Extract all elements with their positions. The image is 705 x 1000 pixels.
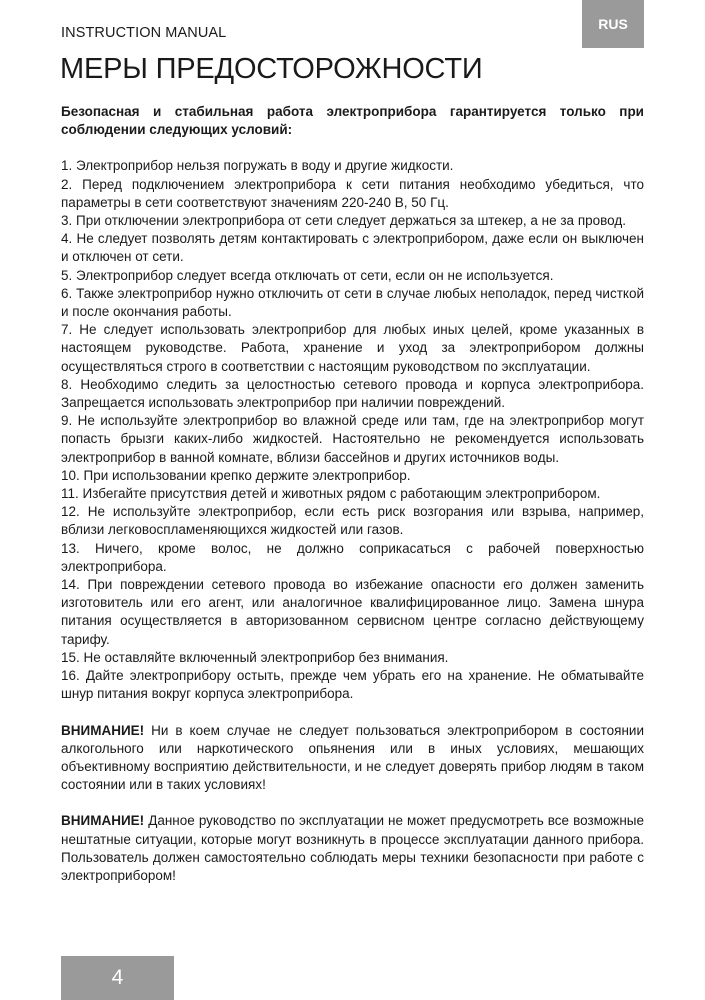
page-title: МЕРЫ ПРЕДОСТОРОЖНОСТИ <box>60 53 483 85</box>
list-item: 13. Ничего, кроме волос, не должно соприкасаться с рабочей поверхностью электроприбора. <box>61 540 644 574</box>
warning-paragraph-1 <box>61 722 644 795</box>
language-badge: RUS <box>582 0 644 48</box>
precautions-list <box>61 157 644 703</box>
warning-label: ВНИМАНИЕ! <box>61 722 145 738</box>
list-item: 7. Не следует использовать электроприбор для любых иных целей, кроме указанных в настоящем руководстве. Работа, хранение и уход за электроприбором должны осуществляться строго в соответствии с настоящим руководством по эксплуатации. <box>61 322 644 374</box>
page-number: 4 <box>61 956 174 1000</box>
list-item: 3. При отключении электроприбора от сети следует держаться за штекер, а не за провод. <box>61 213 627 229</box>
warning-label: ВНИМАНИЕ! <box>61 813 145 829</box>
list-item: 15. Не оставляйте включенный электроприбор без внимания. <box>61 649 449 665</box>
list-item: 1. Электроприбор нельзя погружать в воду и другие жидкости. <box>61 158 454 174</box>
manual-label: INSTRUCTION MANUAL <box>61 25 227 41</box>
list-item: 6. Также электроприбор нужно отключить от сети в случае любых неполадок, перед чисткой и после окончания работы. <box>61 285 644 320</box>
list-item: 5. Электроприбор следует всегда отключать от сети, если он не используется. <box>61 267 554 283</box>
list-item: 16. Дайте электроприбору остыть, прежде чем убрать его на хранение. Не обматывайте шнур питания вокруг корпуса электроприбора. <box>61 668 644 702</box>
list-item: 4. Не следует позволять детям контактировать с электроприбором, даже если он выключен и отключен от сети. <box>61 231 644 265</box>
intro-paragraph: Безопасная и стабильная работа электроприбора гарантируется только при соблюдении следующих условий: <box>61 104 644 138</box>
list-item: 9. Не используйте электроприбор во влажной среде или там, где на электроприбор могут попасть брызги каких-либо жидкостей. Настоятельно не рекомендуется использовать электроприбор в ванной комнате, вблизи бассейнов и других источников воды. <box>61 413 644 465</box>
document-body <box>61 103 644 885</box>
list-item: 11. Избегайте присутствия детей и животных рядом с работающим электроприбором. <box>61 486 601 502</box>
list-item: 14. При повреждении сетевого провода во избежание опасности его должен заменить изготовитель или его агент, или аналогичное квалифицированное лицо. Замена шнура питания осуществляется в авторизованном сервисном центре согласно действующему тарифу. <box>61 577 644 647</box>
warning-text: Данное руководство по эксплуатации не может предусмотреть все возможные нештатные ситуации, которые могут возникнуть в процессе эксплуатации данного прибора. Пользователь должен самостоятельно соблюдать меры техники безопасности при работе с электроприбором! <box>61 813 644 883</box>
list-item: 2. Перед подключением электроприбора к сети питания необходимо убедиться, что параметры в сети соответствуют значениям 220-240 В, 50 Гц. <box>61 176 644 210</box>
warning-paragraph-2 <box>61 812 644 885</box>
list-item: 10. При использовании крепко держите электроприбор. <box>61 467 411 483</box>
list-item: 8. Необходимо следить за целостностью сетевого провода и корпуса электроприбора. Запрещается использовать электроприбор при наличии повреждений. <box>61 376 644 411</box>
warning-text: Ни в коем случае не следует пользоваться электроприбором в состоянии алкогольного или наркотического опьянения или в иных условиях, мешающих объективному восприятию действительности, и не следует доверять прибор людям в таком состоянии или в таких условиях! <box>61 722 644 793</box>
list-item: 12. Не используйте электроприбор, если есть риск возгорания или взрыва, например, вблизи легковоспламеняющихся жидкостей или газов. <box>61 504 644 538</box>
